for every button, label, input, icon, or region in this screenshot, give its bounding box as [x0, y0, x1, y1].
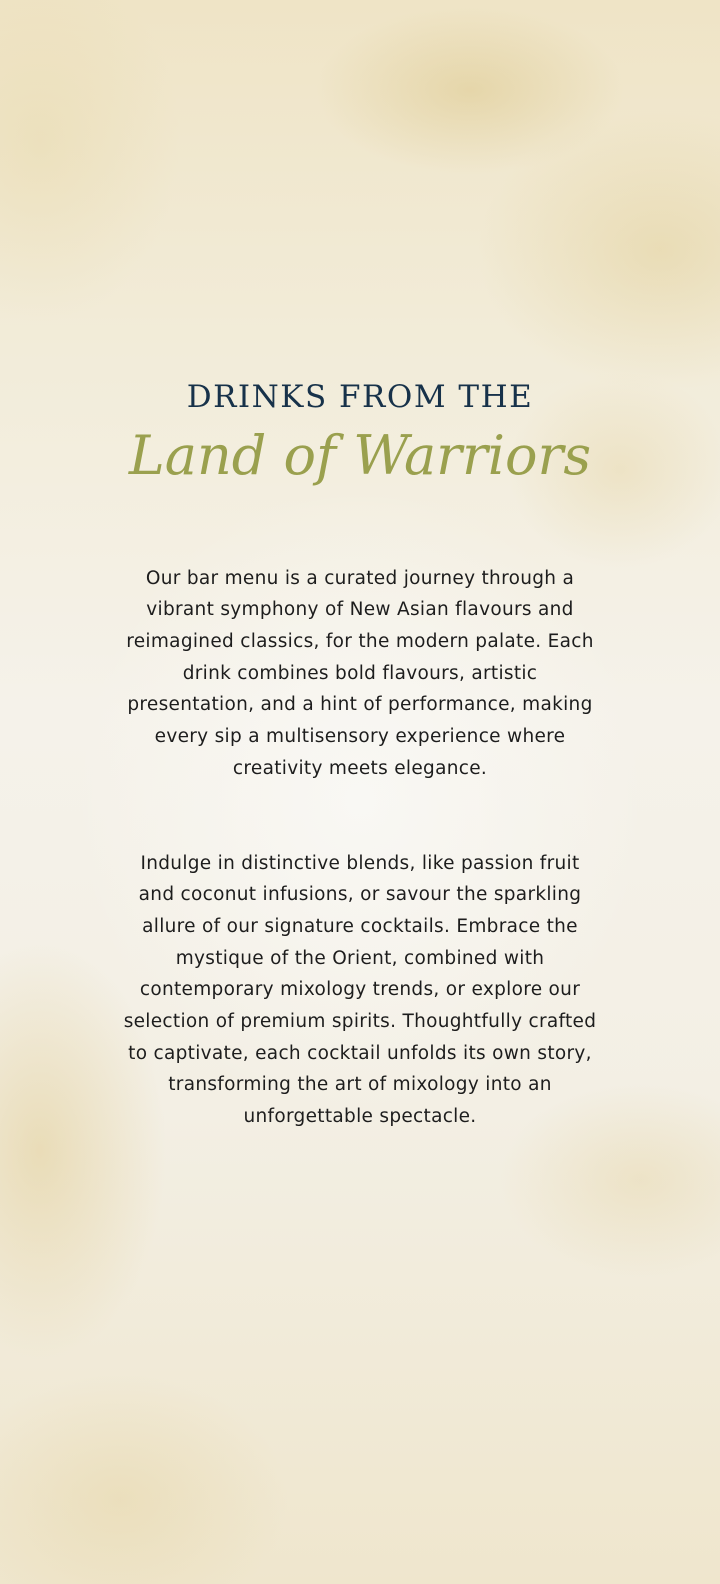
intro-paragraph-2: Indulge in distinctive blends, like passion fruit and coconut infusions, or savour the sparkling allure of our signature cocktails. Embrace the mystique of the Orient, combined with contemporary mixology trends, or explore our selection of premium spirits. Thoughtfully crafted to captivate, each cocktail unfolds its own story, transforming the art of mixology into an unforgettable spectacle.	[123, 852, 597, 1128]
page-heading: DRINKS FROM THE	[186, 379, 534, 415]
script-title: Land of Warriors	[128, 424, 592, 487]
intro-paragraph-1: Our bar menu is a curated journey through a vibrant symphony of New Asian flavours and reimagined classics, for the modern palate. Each drink combines bold flavours, artistic presentation, and a hint of performance, making every sip a multisensory experience where creativity meets elegance.	[126, 567, 594, 779]
